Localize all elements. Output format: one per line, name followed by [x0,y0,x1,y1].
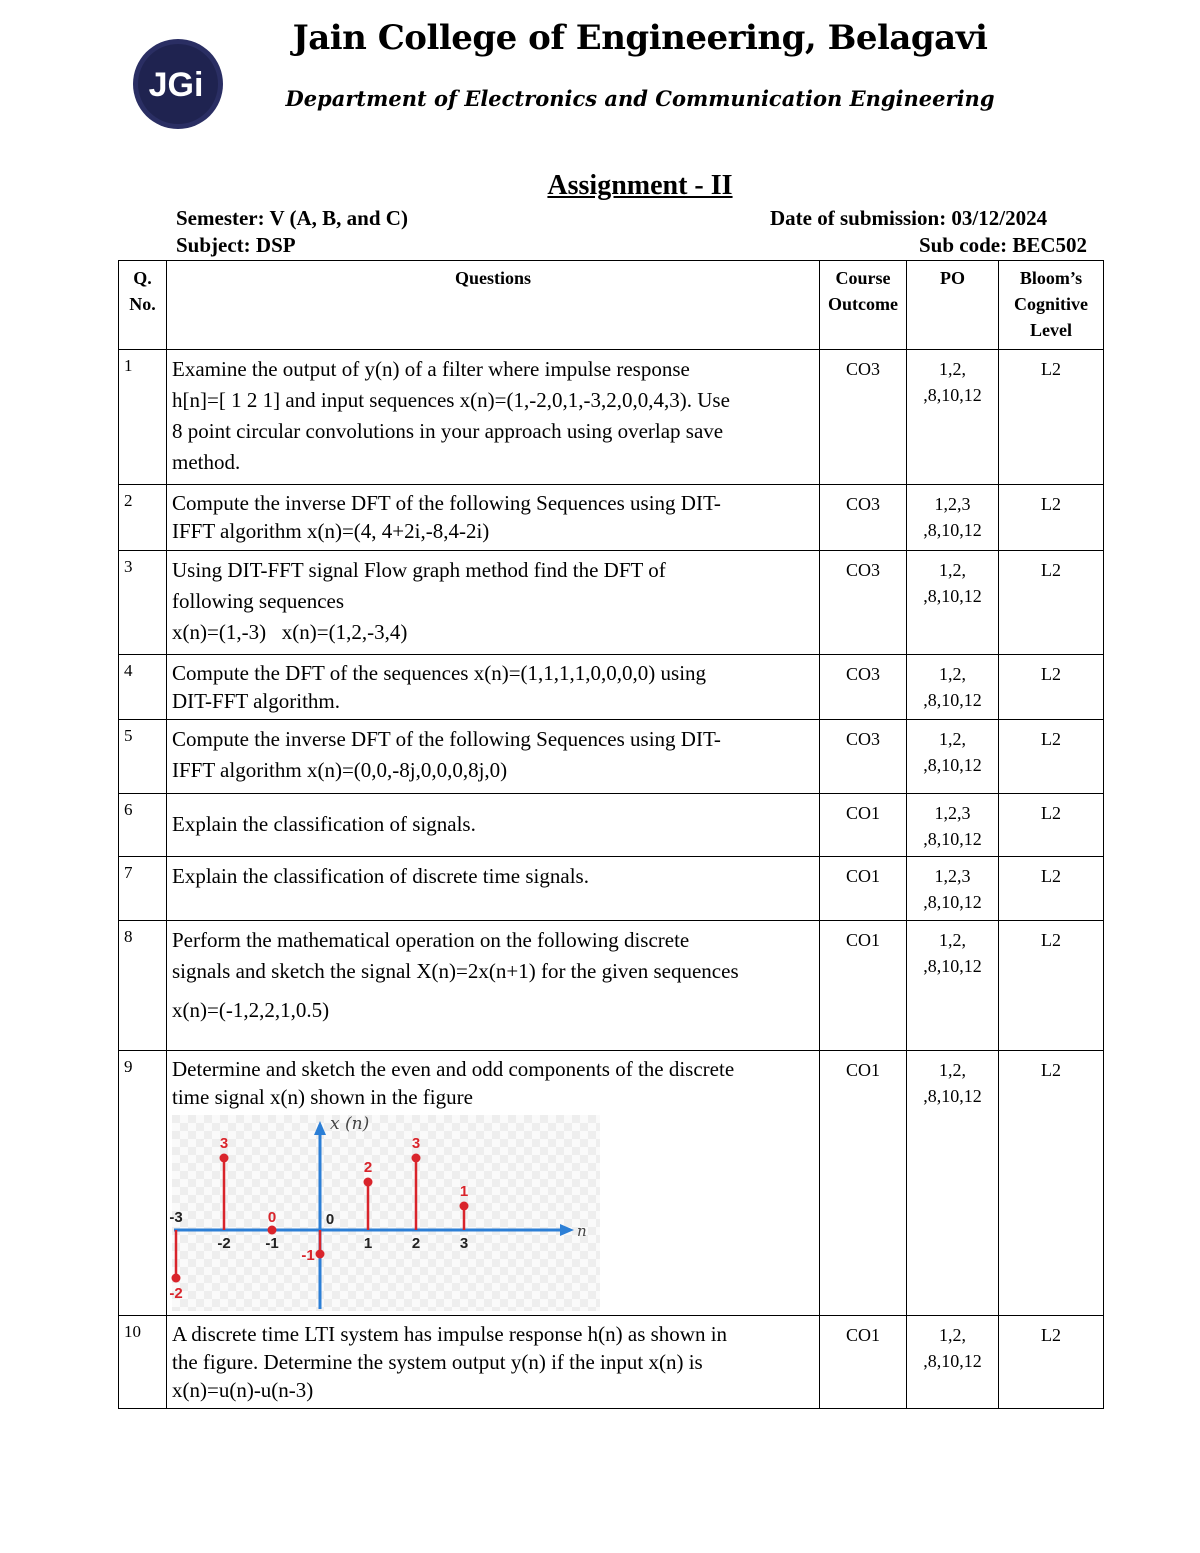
question-text: Explain the classification of signals. [167,794,820,857]
tick-label: 2 [411,1235,421,1252]
question-number: 1 [119,350,167,485]
question-text: Compute the inverse DFT of the following Sequences using DIT- IFFT algorithm x(n)=(4, 4+2i,-8,4-2i) [167,485,820,551]
table-row [119,350,1104,485]
department-name: Department of Electronics and Communication Engineering [285,86,995,111]
blooms-level: L2 [999,921,1104,1051]
blooms-level: L2 [999,485,1104,551]
subject: Subject: DSP [176,233,296,257]
program-outcomes: 1,2, ,8,10,12 [907,551,999,655]
blooms-level: L2 [999,720,1104,794]
program-outcomes: 1,2, ,8,10,12 [907,1316,999,1409]
logo-text: JGi [148,66,204,104]
table-row [119,485,1104,551]
tick-label: -3 [169,1209,183,1226]
submission-date: Date of submission: 03/12/2024 [770,206,1048,230]
course-outcome: CO1 [820,1051,907,1316]
header-course-outcome: Course Outcome [820,261,907,350]
value-label: 3 [411,1135,421,1152]
blooms-level: L2 [999,655,1104,720]
question-text: Perform the mathematical operation on the following discrete signals and sketch the signal X(n)=2x(n+1) for the given sequences x(n)=(-1,2,2,1,0.5) [167,921,820,1051]
question-text: Compute the inverse DFT of the following Sequences using DIT- IFFT algorithm x(n)=(0,0,-8j,0,0,0,8j,0) [167,720,820,794]
tick-label: -1 [265,1235,279,1252]
x-axis-label: n [577,1222,587,1240]
question-number: 4 [119,655,167,720]
blooms-level: L2 [999,350,1104,485]
value-label: 2 [363,1159,373,1176]
blooms-level: L2 [999,1051,1104,1316]
question-number: 3 [119,551,167,655]
program-outcomes: 1,2,3 ,8,10,12 [907,794,999,857]
course-outcome: CO1 [820,857,907,921]
blooms-level: L2 [999,1316,1104,1409]
header-blooms-level: Bloom’s Cognitive Level [999,261,1104,350]
course-outcome: CO3 [820,551,907,655]
stem-point [316,1250,325,1259]
table-row [119,551,1104,655]
table-row [119,794,1104,857]
question-text: Compute the DFT of the sequences x(n)=(1,1,1,1,0,0,0,0) using DIT-FFT algorithm. [167,655,820,720]
program-outcomes: 1,2,3 ,8,10,12 [907,485,999,551]
program-outcomes: 1,2, ,8,10,12 [907,350,999,485]
value-label: -1 [301,1247,315,1264]
stem-point [172,1274,181,1283]
question-number: 2 [119,485,167,551]
table-row [119,1316,1104,1409]
stem-point [268,1226,277,1235]
program-outcomes: 1,2,3 ,8,10,12 [907,857,999,921]
course-outcome: CO1 [820,794,907,857]
blooms-level: L2 [999,551,1104,655]
stem-point [460,1202,469,1211]
course-outcome: CO3 [820,720,907,794]
question-text: Examine the output of y(n) of a filter where impulse response h[n]=[ 1 2 1] and input sequences x(n)=(1,-2,0,1,-3,2,0,0,4,3). Use 8 point circular convolutions in your approach using overlap save method. [167,350,820,485]
value-label: 3 [219,1135,229,1152]
course-outcome: CO1 [820,1316,907,1409]
figure-background [172,1115,600,1311]
course-outcome: CO3 [820,655,907,720]
stem-plot-figure [169,1114,600,1311]
college-name: Jain College of Engineering, Belagavi [292,18,988,58]
question-text: Determine and sketch the even and odd components of the discrete time signal x(n) shown in the figure x (n) n -2 -3 3 -2 0 -1 -1 0 2 1 3 2 1 3 [167,1051,820,1316]
table-row [119,857,1104,921]
table-row [119,1051,1104,1316]
program-outcomes: 1,2, ,8,10,12 [907,1051,999,1316]
table-row [119,921,1104,1051]
college-logo [132,38,224,130]
blooms-level: L2 [999,857,1104,921]
header-po: PO [907,261,999,350]
question-number: 5 [119,720,167,794]
tick-label: 1 [363,1235,373,1252]
question-number: 6 [119,794,167,857]
semester: Semester: V (A, B, and C) [176,206,408,230]
header-questions: Questions [167,261,820,350]
program-outcomes: 1,2, ,8,10,12 [907,720,999,794]
tick-label: 0 [325,1211,335,1228]
blooms-level: L2 [999,794,1104,857]
course-outcome: CO3 [820,350,907,485]
tick-label: -2 [217,1235,231,1252]
table-header-row [119,261,1104,350]
value-label: 0 [267,1209,277,1226]
table-row [119,655,1104,720]
question-number: 10 [119,1316,167,1409]
stem-point [364,1178,373,1187]
tick-label: 3 [459,1235,469,1252]
program-outcomes: 1,2, ,8,10,12 [907,921,999,1051]
question-text: Using DIT-FFT signal Flow graph method find the DFT of following sequences x(n)=(1,-3) x(n)=(1,2,-3,4) [167,551,820,655]
value-label: 1 [459,1183,469,1200]
assignment-table [118,260,1104,1409]
table-row [119,720,1104,794]
y-axis-label: x (n) [330,1114,370,1134]
question-number: 9 [119,1051,167,1316]
value-label: -2 [169,1285,183,1302]
course-outcome: CO1 [820,921,907,1051]
question-text: Explain the classification of discrete time signals. [167,857,820,921]
header-qno: Q. No. [119,261,167,350]
program-outcomes: 1,2, ,8,10,12 [907,655,999,720]
question-text: A discrete time LTI system has impulse response h(n) as shown in the figure. Determine the system output y(n) if the input x(n) is x(n)=u(n)-u(n-3) [167,1316,820,1409]
course-outcome: CO3 [820,485,907,551]
question-number: 7 [119,857,167,921]
stem-point [412,1154,421,1163]
stem-point [220,1154,229,1163]
subject-code: Sub code: BEC502 [918,233,1087,257]
assignment-title: Assignment - II [547,170,733,201]
question-number: 8 [119,921,167,1051]
